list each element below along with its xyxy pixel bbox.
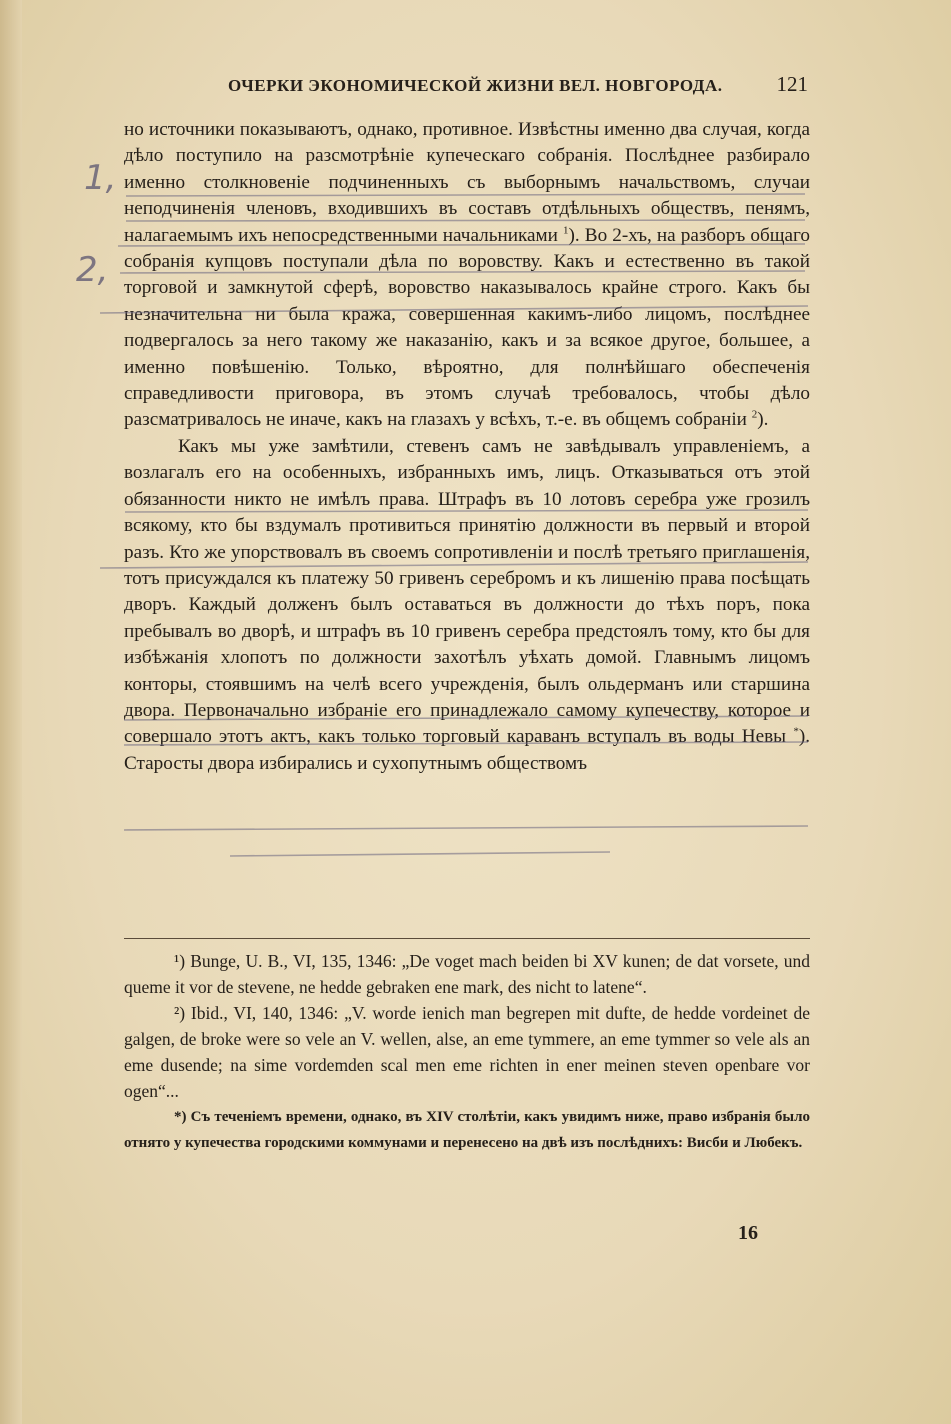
footnote-ref-1: 1 [563,224,569,237]
paragraph-1-part-a: но источники показываютъ, однако, противное. Извѣстны именно два случая, когда дѣло поступило на разсмотрѣніе купеческаго собранія. Послѣднее разбирало именно столкновеніе подчиненныхъ съ выборнымъ начальствомъ, случаи неподчиненія членовъ, входившихъ въ составъ отдѣльныхъ обществъ, пенямъ, налагаемымъ ихъ непосредственными начальниками [124,119,810,246]
footnote-divider [124,938,810,939]
footnote-star-mark: *) [174,1109,187,1125]
footnote-1-text: Bunge, U. B., VI, 135, 1346: „De voget mach beiden bi XV kunen; de dat vorsete, und queme it vor de stevene, ne hedde gebraken ene mark, des nicht to latene“. [124,951,810,997]
footnote-ref-2: 2 [751,409,758,422]
footnote-2-text: Ibid., VI, 140, 1346: „V. worde ienich man begrepen mit duftе, de hedde vordeinet de galgen, de broke were so vele an V. wellen, alse, an eme tymmere, an eme tymmer so vele als an eme dusende; na sime vordemden scal men eme richten in ener meinen steven openbare vor ogen“... [124,1003,810,1101]
page-header [228,74,808,100]
paragraph-1-part-b: ). Во 2-хъ, на разборъ общаго собранія купцовъ поступали дѣла по воровству. Какъ и естественно въ такой торговой и замкнутой сферѣ, воровство наказывалось крайне строго. Какъ бы незначительна ни была кража, совершенная какимъ-либо лицомъ, послѣднее подвергалось за него такому же наказанію, какъ и за всякое другое, большее, а именно повѣшенію. Только, вѣроятно, для полнѣйшаго обеспеченія справедливости приговора, въ этомъ случаѣ требовалось, чтобы дѣло разсматривалось не иначе, какъ на глазахъ у всѣхъ, т.-е. въ общемъ собраніи [124,224,811,431]
footnote-2 [124,1000,810,1104]
footnote-2-mark: ²) [174,1003,186,1023]
footnote-ref-star: * [793,725,799,738]
margin-note-2: 2, [76,250,109,290]
signature-mark: 16 [738,1222,758,1244]
paragraph-1-part-c: ). [757,409,769,431]
footnote-star-text: Съ теченіемъ времени, однако, въ XIV столѣтіи, какъ увидимъ ниже, право избранія было отнято у купечества городскими коммунами и перенесено на двѣ изъ послѣднихъ: Висби и Любекъ. [124,1109,811,1151]
pencil-underline [230,852,610,856]
page-number: 121 [776,72,808,96]
running-title: ОЧЕРКИ ЭКОНОМИЧЕСКОЙ ЖИЗНИ ВЕЛ. НОВГОРОДА. [228,76,723,95]
page-edge-shadow [0,0,22,1424]
paragraph-2-part-b: ). Старосты двора избирались и сухопутнымъ обществомъ [124,726,810,774]
footnote-1-mark: ¹) [174,951,186,971]
footnote-star [124,1104,810,1156]
paragraph-2-part-a: Какъ мы уже замѣтили, стевенъ самъ не завѣдывалъ управленіемъ, а возлагалъ его на особенныхъ, избранныхъ имъ, лицъ. Отказываться отъ этой обязанности никто не имѣлъ права. Штрафъ въ 10 лотовъ серебра уже грозилъ всякому, кто бы вздумалъ противиться принятію должности въ первый и второй разъ. Кто же упорствовалъ въ своемъ сопротивленіи и послѣ третьяго приглашенія, тотъ присуждался къ платежу 50 гривенъ серебромъ и къ лишенію права посѣщать дворъ. Каждый долженъ былъ оставаться въ должности до тѣхъ поръ, пока пребывалъ во дворѣ, и штрафъ въ 10 гривенъ серебра предстоялъ тому, кто бы для избѣжанія хлопотъ по должности захотѣлъ уѣхать домой. Главнымъ лицомъ конторы, стоявшимъ на челѣ всего учрежденія, былъ ольдерманъ или старшина двора. Первоначально избраніе его принадлежало самому купечеству, которое и совершало этотъ актъ, какъ только торговый караванъ вступалъ въ воды Невы [124,435,810,748]
pencil-underline [124,826,808,830]
margin-note-1: 1, [84,158,117,198]
paragraph-1 [124,117,810,434]
main-text [124,117,810,777]
footnote-1 [124,948,810,1000]
footnotes [124,948,810,1156]
paragraph-2 [124,434,810,777]
